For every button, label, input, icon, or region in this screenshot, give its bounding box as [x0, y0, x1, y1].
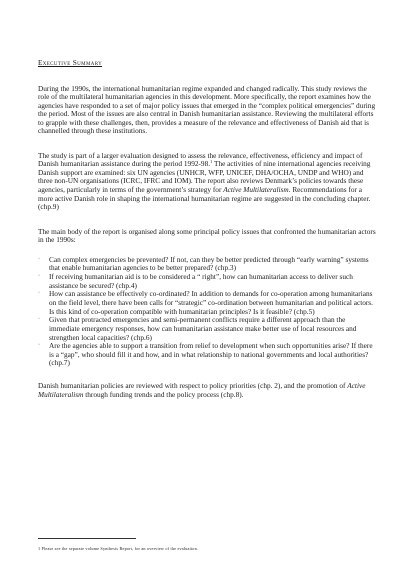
list-item [38, 256, 376, 273]
list-item-text: How can assistance be effectively co-ordinated? In addition to demands for co-operation among humanitarians on the field level, there have been calls for “strategic” co-ordination between humanitarian and political actors. Is this kind of co-operation compatible with humanitarian principles? Is it feasible? (chp.5) [49, 289, 373, 316]
paragraph-scope-part-c: . Recommendations for a more active Danish role in shaping the international humanitarian regime are suggested in the concluding chapter. (chp.9) [38, 184, 371, 212]
bullet-marker: · [38, 273, 40, 280]
paragraph-danish-part-b: through funding trends and the policy process (chp.8). [83, 389, 244, 399]
document-page [38, 59, 376, 415]
policy-issues-list [38, 256, 376, 368]
list-item [38, 290, 376, 316]
bullet-marker: · [38, 342, 40, 349]
paragraph-intro: During the 1990s, the international humanitarian regime expanded and changed radically. This study reviews the role of the multilateral humanitarian agencies in this development. More specifically, the report examines how the agencies have responded to a set of major policy issues that emerged in the “complex political emergencies” during the period. Most of the issues are also central in Danish humanitarian assistance. Reviewing the multilateral efforts to grapple with these challenges, then, provides a measure of the relevance and effectiveness of Danish aid that is channelled through these institutions. [38, 83, 376, 136]
list-item [38, 316, 376, 342]
emphasis-active-multilateralism: Active Multilateralism [38, 381, 366, 399]
paragraph-scope [38, 152, 376, 212]
bullet-marker: · [38, 290, 40, 297]
footnote-marker: 1 [210, 159, 213, 165]
list-item [38, 342, 376, 368]
footnote-divider [38, 538, 136, 539]
paragraph-danish-part-a: Danish humanitarian policies are reviewed with respect to policy priorities (chp. 2), and the promotion of [38, 381, 348, 390]
paragraph-danish-policies [38, 382, 376, 399]
list-item-text: Given that protracted emergencies and semi-permanent conflicts require a different approach than the immediate emergency responses, how can humanitarian assistance make better use of local resources and strengthen local capacities? (chp.6) [49, 315, 357, 342]
paragraph-scope-part-a: The study is part of a larger evaluation designed to assess the relevance, effectiveness, efficiency and impact of Danish humanitarian assistance during the period 1992-98. [38, 150, 363, 169]
list-item-text: Can complex emergencies be prevented? If not, can they be better predicted through “early warning” systems that enable humanitarian agencies to be better prepared? (chp.3) [49, 254, 369, 273]
paragraph-issues-intro: The main body of the report is organised along some principal policy issues that confronted the humanitarian actors in the 1990s: [38, 226, 376, 245]
section-heading: Executive Summary [38, 58, 103, 67]
list-item-text: Are the agencies able to support a transition from relief to development when such opportunities arise? If there is a “gap”, who should fill it and how, and in what relationship to national governments and local authorities? (chp.7) [49, 341, 373, 368]
list-item [38, 273, 376, 290]
bullet-marker: · [38, 316, 40, 323]
emphasis-active-multilateralism: Active Multilateralism [223, 184, 289, 194]
list-item-text: If receiving humanitarian aid is to be considered a “ right”, how can humanitarian access to deliver such assistance be secured? (chp.4) [49, 272, 353, 290]
footnote-text: 1 Please see the separate volume Synthesis Report, for an overview of the evaluation. [38, 546, 199, 551]
bullet-marker: · [38, 255, 40, 262]
paragraph-scope-part-b: The activities of nine international agencies receiving Danish support are examined: six UN agencies (UNHCR, WFP, UNICEF, DHA/OCHA, UNDP and WHO) and three non-UN organisations (ICRC, IFRC and IOM). The report also reviews Denmark’s policies towards these agencies, particularly in terms of the government’s strategy for [38, 159, 371, 194]
